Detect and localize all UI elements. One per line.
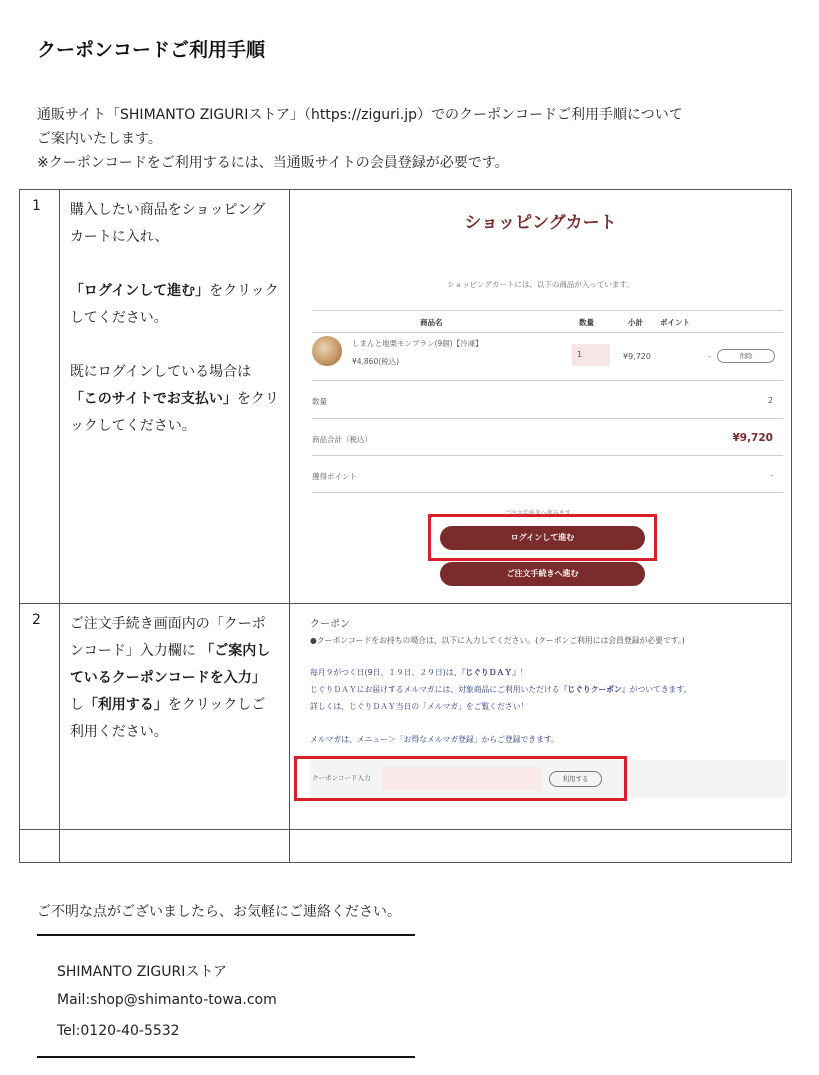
divider	[312, 332, 783, 333]
divider	[312, 455, 783, 456]
step-row-2	[20, 604, 792, 830]
step-row-1	[20, 190, 792, 604]
coupon-line-3: じぐりＤＡＹにお届けするメルマガには、対象商品にご利用いただける『じぐりクーポン』がついてきます。	[309, 685, 692, 694]
col-product-name: 商品名	[419, 318, 443, 327]
product-name: しまんと地栗モンブラン(9個)【冷凍】	[351, 339, 483, 348]
store-name: SHIMANTO ZIGURIストア	[57, 964, 227, 980]
divider	[37, 934, 415, 936]
quantity-input[interactable]: 1	[572, 344, 610, 366]
coupon-input-label: クーポンコード入力	[311, 774, 371, 782]
cart-title: ショッピングカート	[464, 213, 617, 233]
step2-text-2: し	[69, 697, 84, 713]
step1-text-2: をクリックしてください。	[69, 283, 279, 326]
step1-text-3: 既にログインしている場合は	[69, 364, 252, 380]
step-number: 1	[20, 190, 60, 604]
divider	[312, 310, 783, 311]
intro-text	[37, 103, 797, 175]
sum-qty-value: 2	[767, 396, 773, 405]
step1-text-4: をクリックしてください。	[69, 391, 279, 434]
coupon-line-5: メルマガは、メニュー＞「お得なメルマガ登録」からご登録できます。	[309, 735, 559, 744]
cart-screenshot	[289, 190, 791, 604]
col-point: ポイント	[659, 318, 690, 327]
sum-total-label: 商品合計（税込）	[311, 435, 372, 444]
product-point: -	[707, 352, 711, 361]
page-title: クーポンコードご利用手順	[37, 39, 266, 61]
coupon-heading: クーポン	[309, 619, 350, 630]
step2-text-3: をクリックしご利用ください。	[69, 697, 266, 740]
step2-bold-apply: 「利用する」	[83, 697, 168, 713]
footer-note: ご不明な点がございましたら、お気軽にご連絡ください。	[37, 904, 401, 920]
divider	[312, 418, 783, 419]
divider	[312, 380, 783, 381]
step-number: 2	[20, 604, 60, 830]
step2-text-1: ご注文手続き画面内の「クーポンコード」入力欄に	[69, 616, 266, 659]
coupon-line-1: ●クーポンコードをお持ちの場合は、以下に入力してください。(クーポンご利用には会員登録が必要です。)	[309, 636, 685, 645]
step1-bold-pay: 「このサイトでお支払い」	[69, 391, 237, 407]
step-description	[59, 604, 289, 830]
proceed-note: ご注文手続きへ進みます。	[504, 510, 577, 517]
steps-table	[19, 189, 792, 863]
divider	[37, 1056, 415, 1058]
coupon-line-4: 詳しくは、じぐりＤＡＹ当日の「メルマガ」をご覧ください！	[309, 702, 529, 711]
product-price: ¥4,860(税込)	[351, 357, 400, 366]
order-proceed-button[interactable]: ご注文手続きへ進む	[440, 562, 645, 586]
intro-line-1: 通販サイト「SHIMANTO ZIGURIストア」（https://ziguri.jp）でのクーポンコードご利用手順について	[37, 107, 683, 123]
cart-note: ショッピングカートには、以下の商品が入っています。	[447, 280, 634, 289]
coupon-line-2: 毎月９がつく日(9日、１９日、２９日)は、『じぐりＤＡＹ』！	[309, 668, 528, 677]
earned-point-value: -	[770, 471, 773, 480]
earned-point-label: 獲得ポイント	[311, 472, 357, 481]
highlight-frame	[428, 514, 657, 561]
login-proceed-button[interactable]: ログインして進む	[440, 526, 645, 550]
product-subtotal: ¥9,720	[622, 352, 651, 361]
divider	[312, 492, 783, 493]
step2-bold-enter: 「ご案内しているクーポンコードを入力」	[69, 643, 271, 686]
col-quantity: 数量	[578, 318, 594, 327]
contact-mail: Mail:shop@shimanto-towa.com	[57, 992, 277, 1008]
step1-text-1: 購入したい商品をショッピングカートに入れ、	[69, 202, 266, 245]
apply-coupon-button[interactable]: 利用する	[549, 771, 602, 787]
sum-qty-label: 数量	[311, 397, 327, 406]
product-thumbnail	[312, 336, 342, 366]
intro-line-3: ※クーポンコードをご利用するには、当通販サイトの会員登録が必要です。	[37, 155, 509, 171]
highlight-frame	[294, 756, 627, 801]
coupon-screenshot	[289, 604, 791, 830]
delete-button[interactable]: 削除	[717, 349, 775, 363]
col-subtotal: 小計	[627, 318, 643, 327]
intro-line-2: ご案内いたします。	[37, 131, 162, 147]
sum-total-value: ¥9,720	[732, 432, 773, 444]
step-description	[59, 190, 289, 604]
contact-tel: Tel:0120-40-5532	[57, 1023, 180, 1039]
step1-bold-login: 「ログインして進む」	[69, 283, 210, 299]
empty-row	[20, 830, 792, 863]
